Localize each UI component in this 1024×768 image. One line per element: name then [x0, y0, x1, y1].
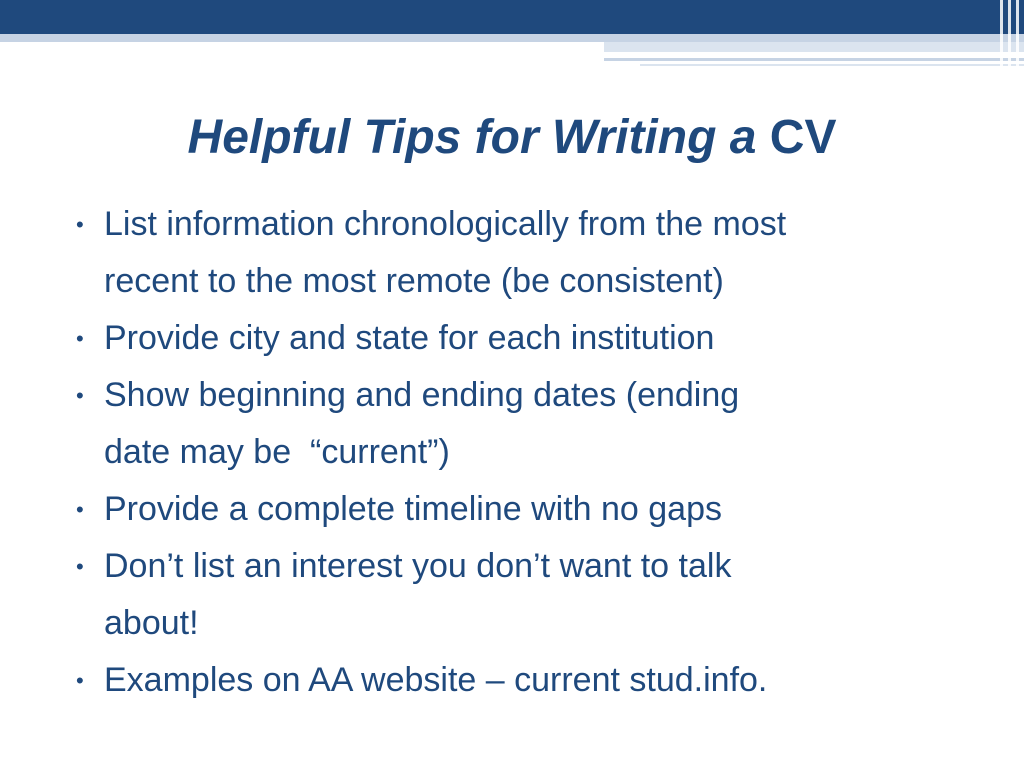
slide-title-italic: Helpful Tips for Writing a: [187, 111, 757, 164]
bullet-text-line1: Examples on AA website – current stud.info.: [104, 661, 768, 699]
bullet-text-line2: date may be “current”): [104, 433, 450, 471]
header-accent-line-thin: [640, 64, 1024, 66]
bullet-dot-icon: •: [76, 497, 84, 522]
bullet-text-line1: Provide city and state for each institution: [104, 319, 715, 357]
bullet-dot-icon: •: [76, 668, 84, 693]
bullet-dot-icon: •: [76, 383, 84, 408]
bullet-text-line1: List information chronologically from the most: [104, 205, 787, 243]
bullet-dot-icon: •: [76, 554, 84, 579]
bullet-item: [70, 310, 970, 367]
bullet-text-line1: Provide a complete timeline with no gaps: [104, 490, 722, 528]
bullet-list: [70, 196, 970, 709]
bullet-item: [70, 538, 970, 652]
header-accent-line: [604, 58, 1024, 61]
bullet-item: [70, 481, 970, 538]
bullet-item: [70, 367, 970, 481]
bullet-dot-icon: •: [76, 212, 84, 237]
bullet-dot-icon: •: [76, 326, 84, 351]
slide-title-cv: CV: [769, 111, 837, 164]
bullet-text-line2: recent to the most remote (be consistent): [104, 262, 724, 300]
bullet-text-line2: about!: [104, 604, 199, 642]
bullet-text-line1: Don’t list an interest you don’t want to talk: [104, 547, 732, 585]
bullet-item: [70, 196, 970, 310]
header-stripes: [994, 0, 1024, 70]
slide-title: [60, 112, 964, 165]
bullet-text-line1: Show beginning and ending dates (ending: [104, 376, 740, 414]
header-light-band: [0, 34, 1024, 42]
header-band: [0, 0, 1024, 34]
bullet-item: [70, 652, 970, 709]
header-accent-band: [604, 42, 1024, 52]
